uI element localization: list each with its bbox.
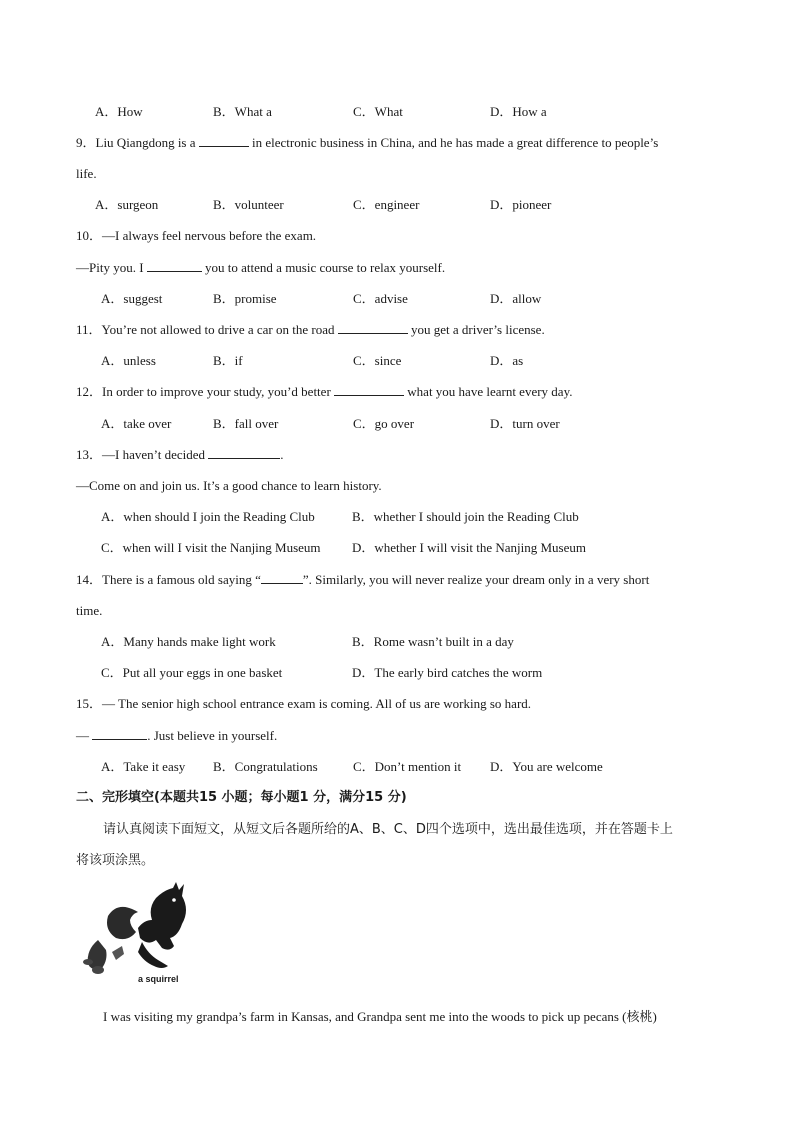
squirrel-illustration	[78, 880, 198, 980]
q14-option-b: B．Rome wasn’t built in a day	[352, 634, 514, 649]
q10-text: you to attend a music course to relax yourself.	[201, 260, 446, 275]
q10-text: —Pity you. I	[76, 260, 147, 275]
q12-option-c: C．go over	[353, 416, 415, 431]
answer-blank	[92, 727, 147, 740]
q13-option-a: A．when should I join the Reading Club	[101, 509, 315, 524]
q15-text: . Just believe in yourself.	[147, 728, 278, 743]
q12-option-b: B．fall over	[213, 416, 279, 431]
q11-option-c: C．since	[353, 353, 402, 368]
q8-option-b: B．What a	[213, 104, 272, 119]
q15-option-d: D．You are welcome	[490, 759, 603, 774]
q9-text: in electronic business in China, and he has made a great difference to people’s	[248, 135, 659, 150]
q12-option-d: D．turn over	[490, 416, 560, 431]
q12-text: what you have learnt every day.	[404, 384, 573, 399]
q14-stem-cont: time.	[76, 603, 103, 618]
q9-option-c: C．engineer	[353, 197, 420, 212]
answer-blank	[334, 383, 404, 396]
q10-stem	[76, 259, 445, 277]
answer-blank	[199, 134, 249, 147]
squirrel-caption: a squirrel	[138, 974, 179, 984]
q15-option-c: C．Don’t mention it	[353, 759, 462, 774]
q13-text: .	[280, 447, 284, 462]
answer-blank	[261, 571, 303, 584]
q15-line1: 15．— The senior high school entrance exam is coming. All of us are working so hard.	[76, 696, 532, 711]
q9-stem-cont: life.	[76, 166, 97, 181]
q13-option-c: C．when will I visit the Nanjing Museum	[101, 540, 321, 555]
q9-option-b: B．volunteer	[213, 197, 284, 212]
section-instructions-cont: 将该项涂黑。	[76, 853, 155, 868]
q11-option-a: A．unless	[101, 353, 156, 368]
q13-text: 13．—I haven’t decided	[76, 447, 209, 462]
q13-stem	[76, 446, 284, 464]
answer-blank	[338, 321, 408, 334]
q11-stem	[76, 321, 545, 339]
q15-option-b: B．Congratulations	[213, 759, 318, 774]
q13-option-b: B．whether I should join the Reading Club	[352, 509, 579, 524]
q14-option-c: C．Put all your eggs in one basket	[101, 665, 283, 680]
passage-first-line: I was visiting my grandpa’s farm in Kansas, and Grandpa sent me into the woods to pick up pecans (核桃)	[103, 1009, 657, 1024]
q14-stem	[76, 571, 649, 589]
q13-line2: —Come on and join us. It’s a good chance to learn history.	[76, 478, 382, 493]
q10-option-d: D．allow	[490, 291, 542, 306]
section-heading: 二、完形填空(本题共15 小题；每小题1 分，满分15 分)	[76, 790, 407, 805]
answer-blank	[147, 259, 202, 272]
q12-option-a: A．take over	[101, 416, 172, 431]
q8-option-a: A．How	[95, 104, 143, 119]
q12-text: 12．In order to improve your study, you’d better	[76, 384, 335, 399]
q11-text: 11．You’re not allowed to drive a car on the road	[76, 322, 338, 337]
q13-option-d: D．whether I will visit the Nanjing Museum	[352, 540, 586, 555]
q15-text: —	[76, 728, 93, 743]
q9-option-d: D．pioneer	[490, 197, 552, 212]
q15-stem	[76, 727, 277, 745]
q14-text: 14．There is a famous old saying “	[76, 572, 261, 587]
q8-option-d: D．How a	[490, 104, 547, 119]
q11-option-b: B．if	[213, 353, 243, 368]
q10-option-c: C．advise	[353, 291, 408, 306]
q11-text: you get a driver’s license.	[407, 322, 545, 337]
q9-text: 9．Liu Qiangdong is a	[76, 135, 199, 150]
q10-option-a: A．suggest	[101, 291, 163, 306]
q10-option-b: B．promise	[213, 291, 277, 306]
answer-blank	[208, 446, 280, 459]
q9-stem	[76, 134, 658, 152]
q11-option-d: D．as	[490, 353, 524, 368]
q10-line1: 10．—I always feel nervous before the exam.	[76, 228, 317, 243]
q15-option-a: A．Take it easy	[101, 759, 186, 774]
section-instructions: 请认真阅读下面短文，从短文后各题所给的A、B、C、D四个选项中，选出最佳选项，并在答题卡上	[103, 822, 673, 837]
q12-stem	[76, 383, 572, 401]
q14-text: ”. Similarly, you will never realize your dream only in a very short	[302, 572, 650, 587]
q8-option-c: C．What	[353, 104, 403, 119]
q14-option-d: D．The early bird catches the worm	[352, 665, 543, 680]
q14-option-a: A．Many hands make light work	[101, 634, 276, 649]
q9-option-a: A．surgeon	[95, 197, 159, 212]
